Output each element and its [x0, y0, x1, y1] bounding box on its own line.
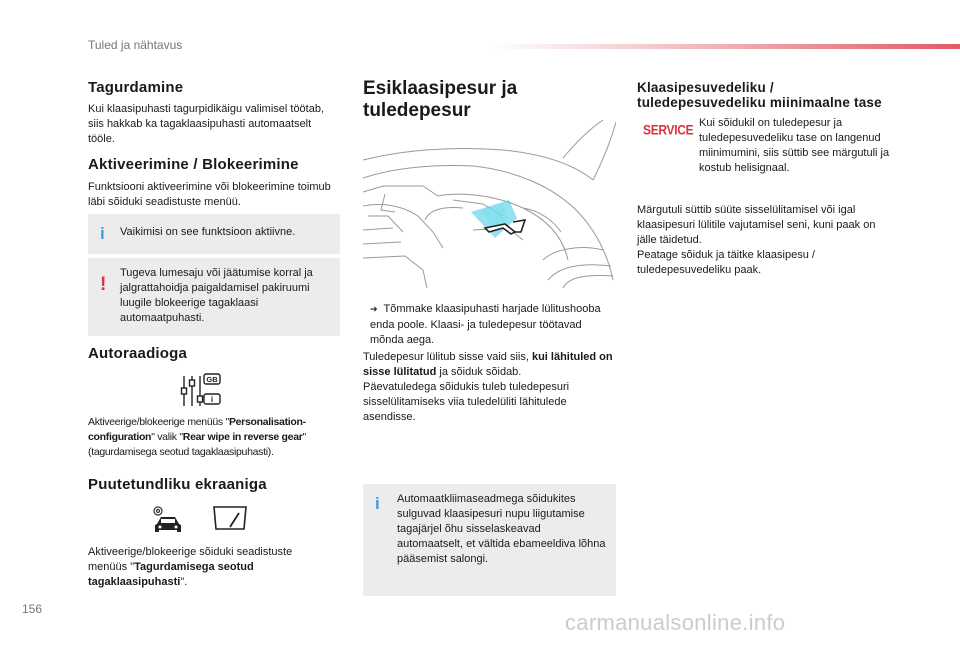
- radio-icon-i-label: i: [210, 395, 214, 404]
- text-tuledepesur-2: ja sõiduk sõidab.: [436, 366, 522, 378]
- page-title-line1: Esiklaasipesur ja: [363, 78, 518, 99]
- section-title-miinimaalne-tase: [637, 80, 937, 110]
- text-tuledepesur-condition: [363, 350, 618, 380]
- service-warning-icon: SERVICE: [643, 122, 694, 139]
- menu-tagurdamisega: Tagurdamisega seotud tagaklaasipuhasti: [88, 561, 254, 588]
- section-title-line1: Klaasipesuvedeliku /: [637, 80, 774, 95]
- info-icon: i: [100, 224, 105, 243]
- page-title: [363, 78, 517, 122]
- info-box-default: [88, 214, 340, 254]
- text-paevatuled: Päevatuledega sõidukis tuleb tuledepesuri sisselülitamiseks viia tuledelüliti lähitulede asendisse.: [363, 381, 570, 423]
- bullet-arrow-icon: ➔: [370, 305, 378, 315]
- text-puutetundliku-1: Aktiveerige/blokeerige sõiduki seadistuste menüüs ": [88, 546, 293, 573]
- text-peatage: Peatage sõiduk ja täitke klaasipesu / tuledepesuvedeliku paak.: [637, 249, 815, 276]
- car-settings-icon: [150, 504, 186, 536]
- menu-personalisation: Personalisation-configuration: [88, 416, 306, 443]
- header-accent-bar: [490, 44, 960, 49]
- warning-icon: !: [100, 274, 107, 295]
- section-title-aktiveerimine: Aktiveerimine / Blokeerimine: [88, 156, 299, 173]
- instruction-bullet-text: Tõmmake klaasipuhasti harjade lülitushooba enda poole. Klaasi- ja tuledepesur töötavad mõnda aega.: [370, 303, 601, 346]
- page-number: 156: [22, 602, 43, 616]
- instruction-bullet: [370, 302, 610, 348]
- text-autoraadioga: [88, 415, 343, 460]
- text-margutuli: Märgutuli süttib süüte sisselülitamisel või igal klaasipesuri lülitile vajutamisel seni, kuni paak on jälle täidetud.: [637, 204, 876, 246]
- warning-box: [88, 258, 340, 336]
- info-icon: i: [375, 494, 380, 513]
- section-title-autoraadioga: Autoraadioga: [88, 345, 188, 362]
- text-autoraadioga-2: " valik ": [151, 431, 183, 443]
- text-autoraadioga-1: Aktiveerige/blokeerige menüüs ": [88, 416, 229, 428]
- page-title-line2: tuledepesur: [363, 100, 471, 121]
- radio-settings-icon: [180, 370, 222, 412]
- info-box-kliima: [363, 484, 616, 596]
- car-front-illustration: [363, 120, 616, 288]
- text-puutetundliku: [88, 545, 333, 590]
- text-tuledepesur-1: Tuledepesur lülitub sisse vaid siis,: [363, 351, 532, 363]
- warning-box-text: Tugeva lumesaju või jäätumise korral ja jalgrattahoidja paigaldamisel pakiruumi luugile blokeerige tagaklaasi automaatpuhasti.: [120, 267, 313, 324]
- section-title-line2: tuledepesuvedeliku miinimaalne tase: [637, 95, 882, 110]
- rear-wiper-icon: [212, 505, 248, 531]
- menu-rear-wipe: Rear wipe in reverse gear: [182, 431, 303, 443]
- info-box-kliima-text: Automaatkliimaseadmega sõidukites sulguvad klaasipesuri nupu liigutamise tagajärjel õhu sisselaskeavad automaatselt, et vältida ebameeldiva lõhna pääsemist salongi.: [397, 493, 606, 565]
- text-tuledepesur-bold: kui lähituled on sisse lülitatud: [363, 351, 613, 378]
- text-tagurdamine: Kui klaasipuhasti tagurpidikäigu valimisel töötab, siis hakkab ka tagaklaasipuhasti automaatselt tööle.: [88, 103, 325, 145]
- text-service: Kui sõidukil on tuledepesur ja tuledepesuvedeliku tase on langenud miinimumini, siis süttib see märgutuli ja kostub helisignaal.: [699, 117, 890, 174]
- text-aktiveerimine: Funktsiooni aktiveerimine või blokeerimine toimub läbi sõiduki seadistuste menüü.: [88, 181, 331, 208]
- info-box-text: Vaikimisi on see funktsioon aktiivne.: [120, 226, 296, 238]
- radio-icon-gb-label: GB: [206, 375, 218, 384]
- header-title: Tuled ja nähtavus: [88, 38, 183, 52]
- text-autoraadioga-3: " (tagurdamisega seotud tagaklaasipuhasti).: [88, 431, 306, 458]
- watermark: carmanualsonline.info: [565, 610, 786, 635]
- section-title-puutetundliku: Puutetundliku ekraaniga: [88, 476, 267, 493]
- text-puutetundliku-2: ".: [180, 576, 188, 588]
- section-title-tagurdamine: Tagurdamine: [88, 79, 184, 96]
